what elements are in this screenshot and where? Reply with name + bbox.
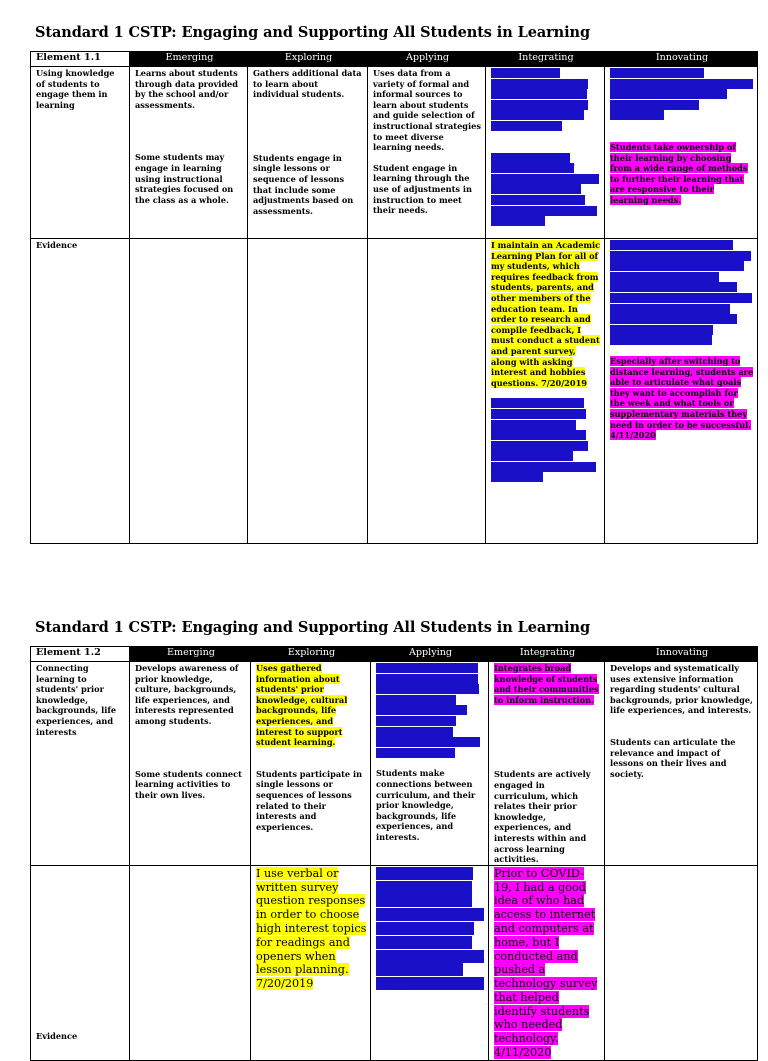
descriptor-text: Students participate in single lessons or sequences of lessons related to their interests and experiences. — [256, 768, 363, 832]
descriptor-text: Some students may engage in learning using instructional strategies focused on the class as a whole. — [135, 152, 234, 205]
header-row — [31, 647, 758, 662]
descriptor-text: Students are actively engaged in curriculum, which relates their prior knowledge, experiences, and interests within and across learning activities. — [494, 769, 591, 865]
descriptor-text: Student engage in learning through the use of adjustments in instruction to meet their needs. — [373, 162, 472, 216]
row-label: Connecting learning to students' prior knowledge, backgrounds, life experiences, and interests — [31, 662, 130, 866]
level-emerging: Emerging — [130, 647, 251, 662]
descriptor-text: Students can articulate the relevance and impact of lessons on their lives and society. — [610, 736, 736, 779]
level-applying: Applying — [371, 647, 489, 662]
level-integrating: Integrating — [486, 52, 605, 67]
evidence-innovating — [605, 239, 758, 544]
standard-title-1: Standard 1 CSTP: Engaging and Supporting All Students in Learning — [35, 24, 590, 41]
evidence-text: I coordinate with staff members to do home visits to get further context about a student's current situation that prevents them from coming to school. 10/25/2019 — [376, 866, 485, 991]
descriptor-text: Develops and systematically uses extensive information regarding students' cultural backgrounds, prior knowledge, life experiences, and interests. — [610, 663, 753, 716]
evidence-text: Prior to COVID-19, I had a good idea of who had access to internet and computers at home, but I conducted and pushed a technology survey that helped identify students who needed technology. 4/11/2020 — [494, 866, 598, 1060]
descriptor-text: Students take ownership of their learning by choosing from a wide range of methods to further their learning that are responsive to their learning needs. — [610, 141, 748, 205]
descriptor-text: Uses data from multiple measures to make adjustments to instruction and meet individual identified learning needs. — [491, 68, 589, 131]
evidence-integrating — [489, 865, 605, 1060]
descriptor-text: Uses comprehensive knowledge of students to make ongoing adjustments and accommodations in instruction. — [610, 68, 754, 121]
descriptor-row — [31, 67, 758, 239]
evidence-text: I use multiple measures to adjust instruction for students such as the StarRenaissance, IEP/504 student survey, formative assessments, and summative assessments. Then, I use that data to map out goals for the semester until the next round of data collection. 10/25/2019 — [610, 240, 752, 346]
evidence-label: Evidence — [31, 865, 130, 1060]
evidence-innovating — [605, 865, 758, 1060]
descriptor-emerging — [130, 662, 251, 866]
rubric-table-element-1-1 — [30, 51, 758, 544]
evidence-emerging — [130, 865, 251, 1060]
evidence-text: Students are able to determine when it is appropriate to use Google Docs, Google Sheets, and Forms in order to complete assignment effectively. 10/25/2019 — [491, 398, 596, 483]
evidence-applying — [371, 865, 489, 1060]
descriptor-text: Uses gathered information about students' prior knowledge, cultural backgrounds, life experiences, and interest to support student learning. — [256, 663, 348, 748]
element-label: Element 1.1 — [31, 52, 130, 67]
descriptor-text: Integrates broad knowledge of students and their communities to inform instruction. — [494, 663, 599, 705]
descriptor-exploring — [248, 67, 368, 239]
evidence-label: Evidence — [31, 239, 130, 544]
descriptor-integrating — [486, 67, 605, 239]
descriptor-emerging — [130, 67, 248, 239]
evidence-integrating — [486, 239, 605, 544]
descriptor-integrating — [489, 662, 605, 866]
evidence-row — [31, 865, 758, 1060]
evidence-row — [31, 239, 758, 544]
level-exploring: Exploring — [251, 647, 371, 662]
evidence-text: I maintain an Academic Learning Plan for all of my students, which requires feedback from students, parents, and other members of the education team. In order to research and compile feedback, I must conduct a student and parent survey, along with asking interest and hobbies questions. 7/20/2019 — [491, 240, 601, 388]
descriptor-text: Uses data from a variety of formal and informal sources to learn about students and guide selection of instructional strategies to meet diverse learning needs. — [373, 68, 481, 153]
descriptor-applying — [371, 662, 489, 866]
evidence-exploring — [248, 239, 368, 544]
descriptor-text: Students make connections between curriculum, and their prior knowledge, backgrounds, life experiences, and interests. — [376, 768, 476, 842]
evidence-emerging — [130, 239, 248, 544]
descriptor-text: Uses school resources and family contacts to expand understanding of students' prior knowledge, cultural backgrounds, life experiences, and interests to connect to student learning. — [376, 663, 480, 758]
descriptor-text: Develops awareness of prior knowledge, culture, backgrounds, life experiences, and interests represented among students. — [135, 663, 239, 726]
level-emerging: Emerging — [130, 52, 248, 67]
descriptor-innovating — [605, 67, 758, 239]
descriptor-text: Learns about students through data provided by the school and/or assessments. — [135, 68, 238, 110]
level-innovating: Innovating — [605, 52, 758, 67]
header-row — [31, 52, 758, 67]
descriptor-row — [31, 662, 758, 866]
descriptor-innovating — [605, 662, 758, 866]
evidence-applying — [368, 239, 486, 544]
level-applying: Applying — [368, 52, 486, 67]
element-label: Element 1.2 — [31, 647, 130, 662]
level-integrating: Integrating — [489, 647, 605, 662]
descriptor-text: Some students connect learning activities to their own lives. — [135, 768, 242, 800]
descriptor-exploring — [251, 662, 371, 866]
evidence-text: Especially after switching to distance learning, students are able to articulate what goals they want to accomplish for the week and what tools or supplementary materials they need in order to be successful. 4/11/2020 — [610, 355, 754, 441]
evidence-text: I use verbal or written survey question responses in order to choose high interest topics for readings and openers when lesson planning. 7/20/2019 — [256, 866, 367, 991]
descriptor-applying — [368, 67, 486, 239]
descriptor-text: Students engage in single lessons or sequence of lessons that include some adjustments based on assessments. — [253, 152, 354, 216]
evidence-exploring — [251, 865, 371, 1060]
descriptor-text: Students actively utilize a variety of instructional strategies and technologies in learning that ensure equitable access to the curriculum. — [491, 152, 599, 227]
descriptor-text: Gathers additional data to learn about individual students. — [253, 68, 362, 100]
level-exploring: Exploring — [248, 52, 368, 67]
rubric-table-element-1-2 — [30, 646, 758, 1061]
level-innovating: Innovating — [605, 647, 758, 662]
row-label: Using knowledge of students to engage them in learning — [31, 67, 130, 239]
standard-title-2: Standard 1 CSTP: Engaging and Supporting All Students in Learning — [35, 619, 590, 636]
